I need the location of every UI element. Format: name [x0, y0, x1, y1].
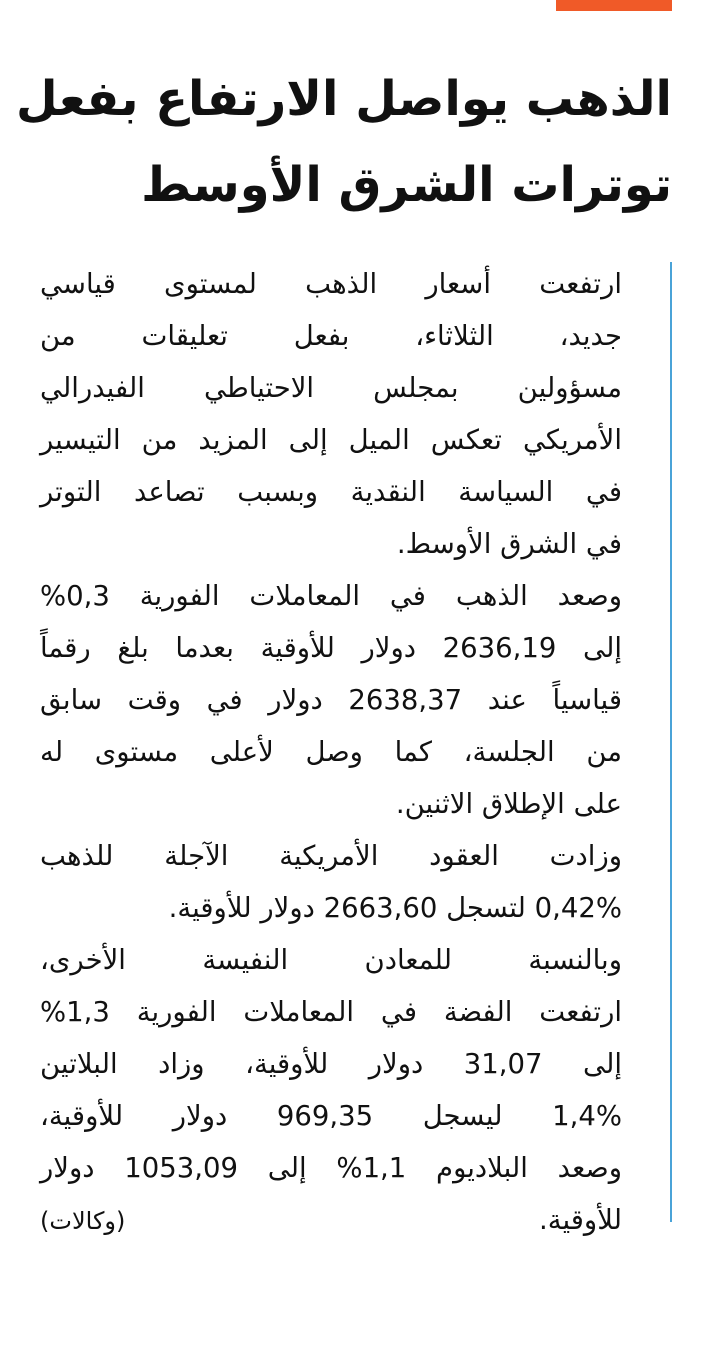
- body-line: جديد، الثلاثاء، بفعل تعليقات من: [40, 320, 622, 352]
- body-line: الأمريكي تعكس الميل إلى المزيد من التيسير: [40, 424, 622, 456]
- body-line: من الجلسة، كما وصل لأعلى مستوى له: [40, 736, 622, 768]
- body-line: إلى 2636,19 دولار للأوقية بعدما بلغ رقماً: [40, 632, 622, 664]
- column-rule: [670, 262, 672, 1222]
- body-line: ارتفعت أسعار الذهب لمستوى قياسي: [40, 268, 622, 300]
- body-line: وزادت العقود الأمريكية الآجلة للذهب: [40, 840, 622, 872]
- body-line: وصعد البلاديوم 1,1% إلى 1053,09 دولار: [40, 1152, 622, 1184]
- body-line: وبالنسبة للمعادن النفيسة الأخرى،: [40, 944, 622, 976]
- article-headline: [16, 56, 672, 228]
- closing-row: [40, 1194, 622, 1247]
- body-line: ارتفعت الفضة في المعاملات الفورية 1,3%: [40, 996, 622, 1028]
- body-line: 0,42% لتسجل 2663,60 دولار للأوقية.: [168, 892, 622, 924]
- article-body: [40, 258, 622, 1247]
- headline-line: الذهب يواصل الارتفاع بفعل: [16, 71, 672, 127]
- body-line: وصعد الذهب في المعاملات الفورية 0,3%: [40, 580, 622, 612]
- body-line: في الشرق الأوسط.: [396, 528, 622, 560]
- section-accent-bar: [556, 0, 672, 11]
- body-line: للأوقية.: [539, 1204, 622, 1236]
- body-line: على الإطلاق الاثنين.: [395, 788, 622, 820]
- body-line: 1,4% ليسجل 969,35 دولار للأوقية،: [40, 1100, 622, 1132]
- headline-line: توترات الشرق الأوسط: [141, 157, 672, 213]
- body-line: قياسياً عند 2638,37 دولار في وقت سابق: [40, 684, 623, 716]
- body-line: إلى 31,07 دولار للأوقية، وزاد البلاتين: [40, 1048, 622, 1080]
- source-credit: (وكالات): [40, 1207, 126, 1235]
- body-line: في السياسة النقدية وبسبب تصاعد التوتر: [40, 476, 622, 508]
- body-line: مسؤولين بمجلس الاحتياطي الفيدرالي: [40, 372, 622, 404]
